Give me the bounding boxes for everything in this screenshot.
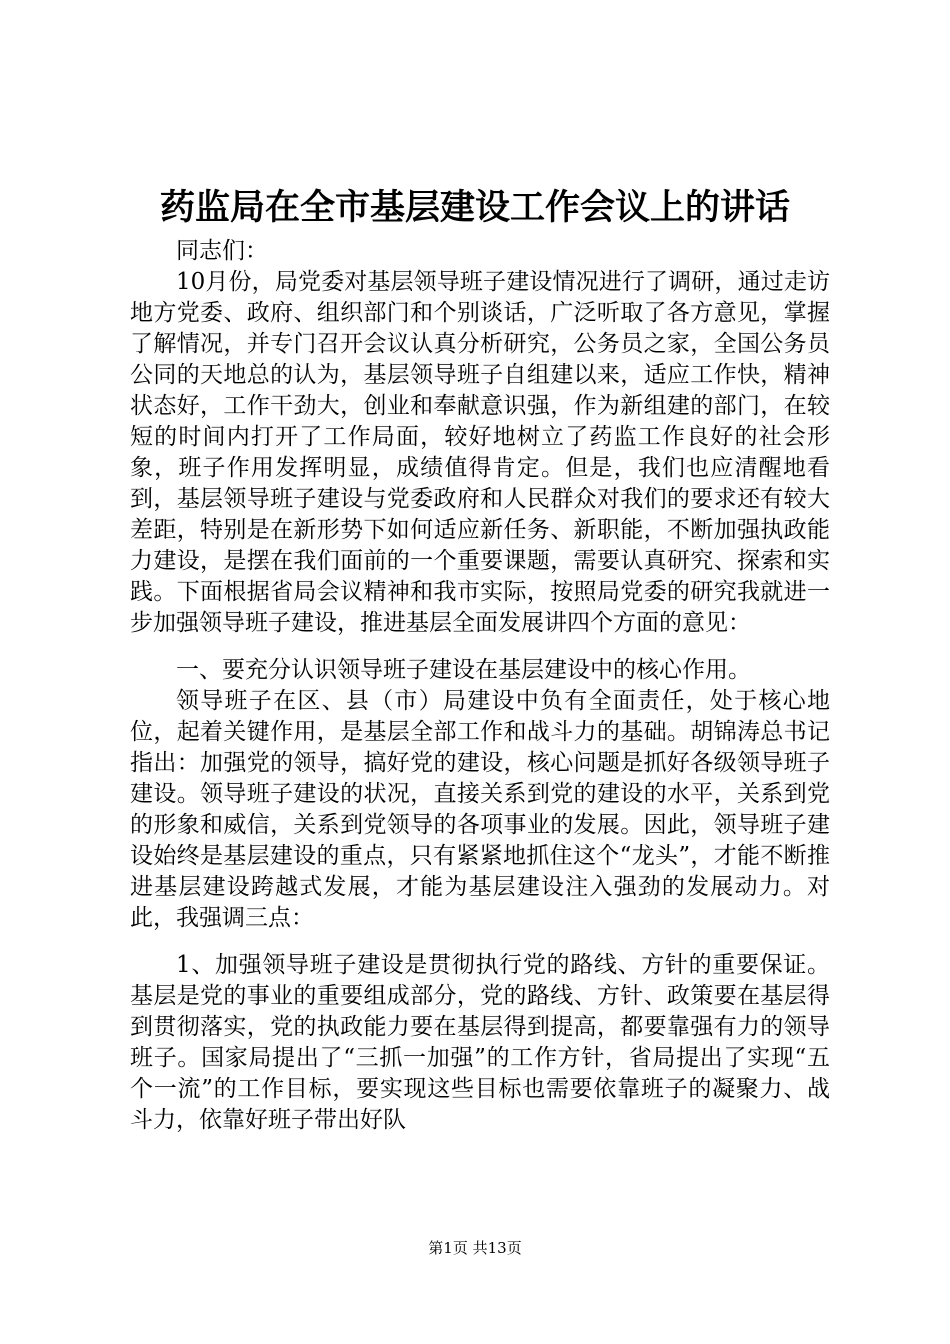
paragraph-section-1: 领导班子在区、县（市）局建设中负有全面责任，处于核心地位，起着关键作用，是基层全部工作和战斗力的基础。胡锦涛总书记指出：加强党的领导，搞好党的建设，核心问题是抓好各级领导班子建设。领导班子建设的状况，直接关系到党的建设的水平，关系到党的形象和威信，关系到党领导的各项事业的发展。因此，领导班子建设始终是基层建设的重点，只有紧紧地抓住这个“龙头”，才能不断推进基层建设跨越式发展，才能为基层建设注入强劲的发展动力。对此，我强调三点： [130,688,830,931]
salutation: 同志们： [176,238,268,264]
document-title: 药监局在全市基层建设工作会议上的讲话 [159,187,790,228]
document-body [130,236,830,1136]
paragraph-point-1: 1、加强领导班子建设是贯彻执行党的路线、方针的重要保证。基层是党的事业的重要组成部分，党的路线、方针、政策要在基层得到贯彻落实，党的执政能力要在基层得到提高，都要靠强有力的领导班子。国家局提出了“三抓一加强”的工作方针，省局提出了实现“五个一流”的工作目标，要实现这些目标也需要依靠班子的凝聚力、战斗力，依靠好班子带出好队 [130,952,830,1133]
page-footer: 第1页 共13页 [428,1239,522,1257]
paragraph-intro: 10月份，局党委对基层领导班子建设情况进行了调研，通过走访地方党委、政府、组织部门和个别谈话，广泛听取了各方意见，掌握了解情况，并专门召开会议认真分析研究，公务员之家，全国公务员公同的天地总的认为，基层领导班子自组建以来，适应工作快，精神状态好，工作干劲大，创业和奉献意识强，作为新组建的部门，在较短的时间内打开了工作局面，较好地树立了药监工作良好的社会形象，班子作用发挥明显，成绩值得肯定。但是，我们也应清醒地看到，基层领导班子建设与党委政府和人民群众对我们的要求还有较大差距，特别是在新形势下如何适应新任务、新职能，不断加强执政能力建设，是摆在我们面前的一个重要课题，需要认真研究、探索和实践。下面根据省局会议精神和我市实际，按照局党委的研究我就进一步加强领导班子建设，推进基层全面发展讲四个方面的意见： [130,269,830,636]
section-heading-1: 一、要充分认识领导班子建设在基层建设中的核心作用。 [176,657,751,683]
